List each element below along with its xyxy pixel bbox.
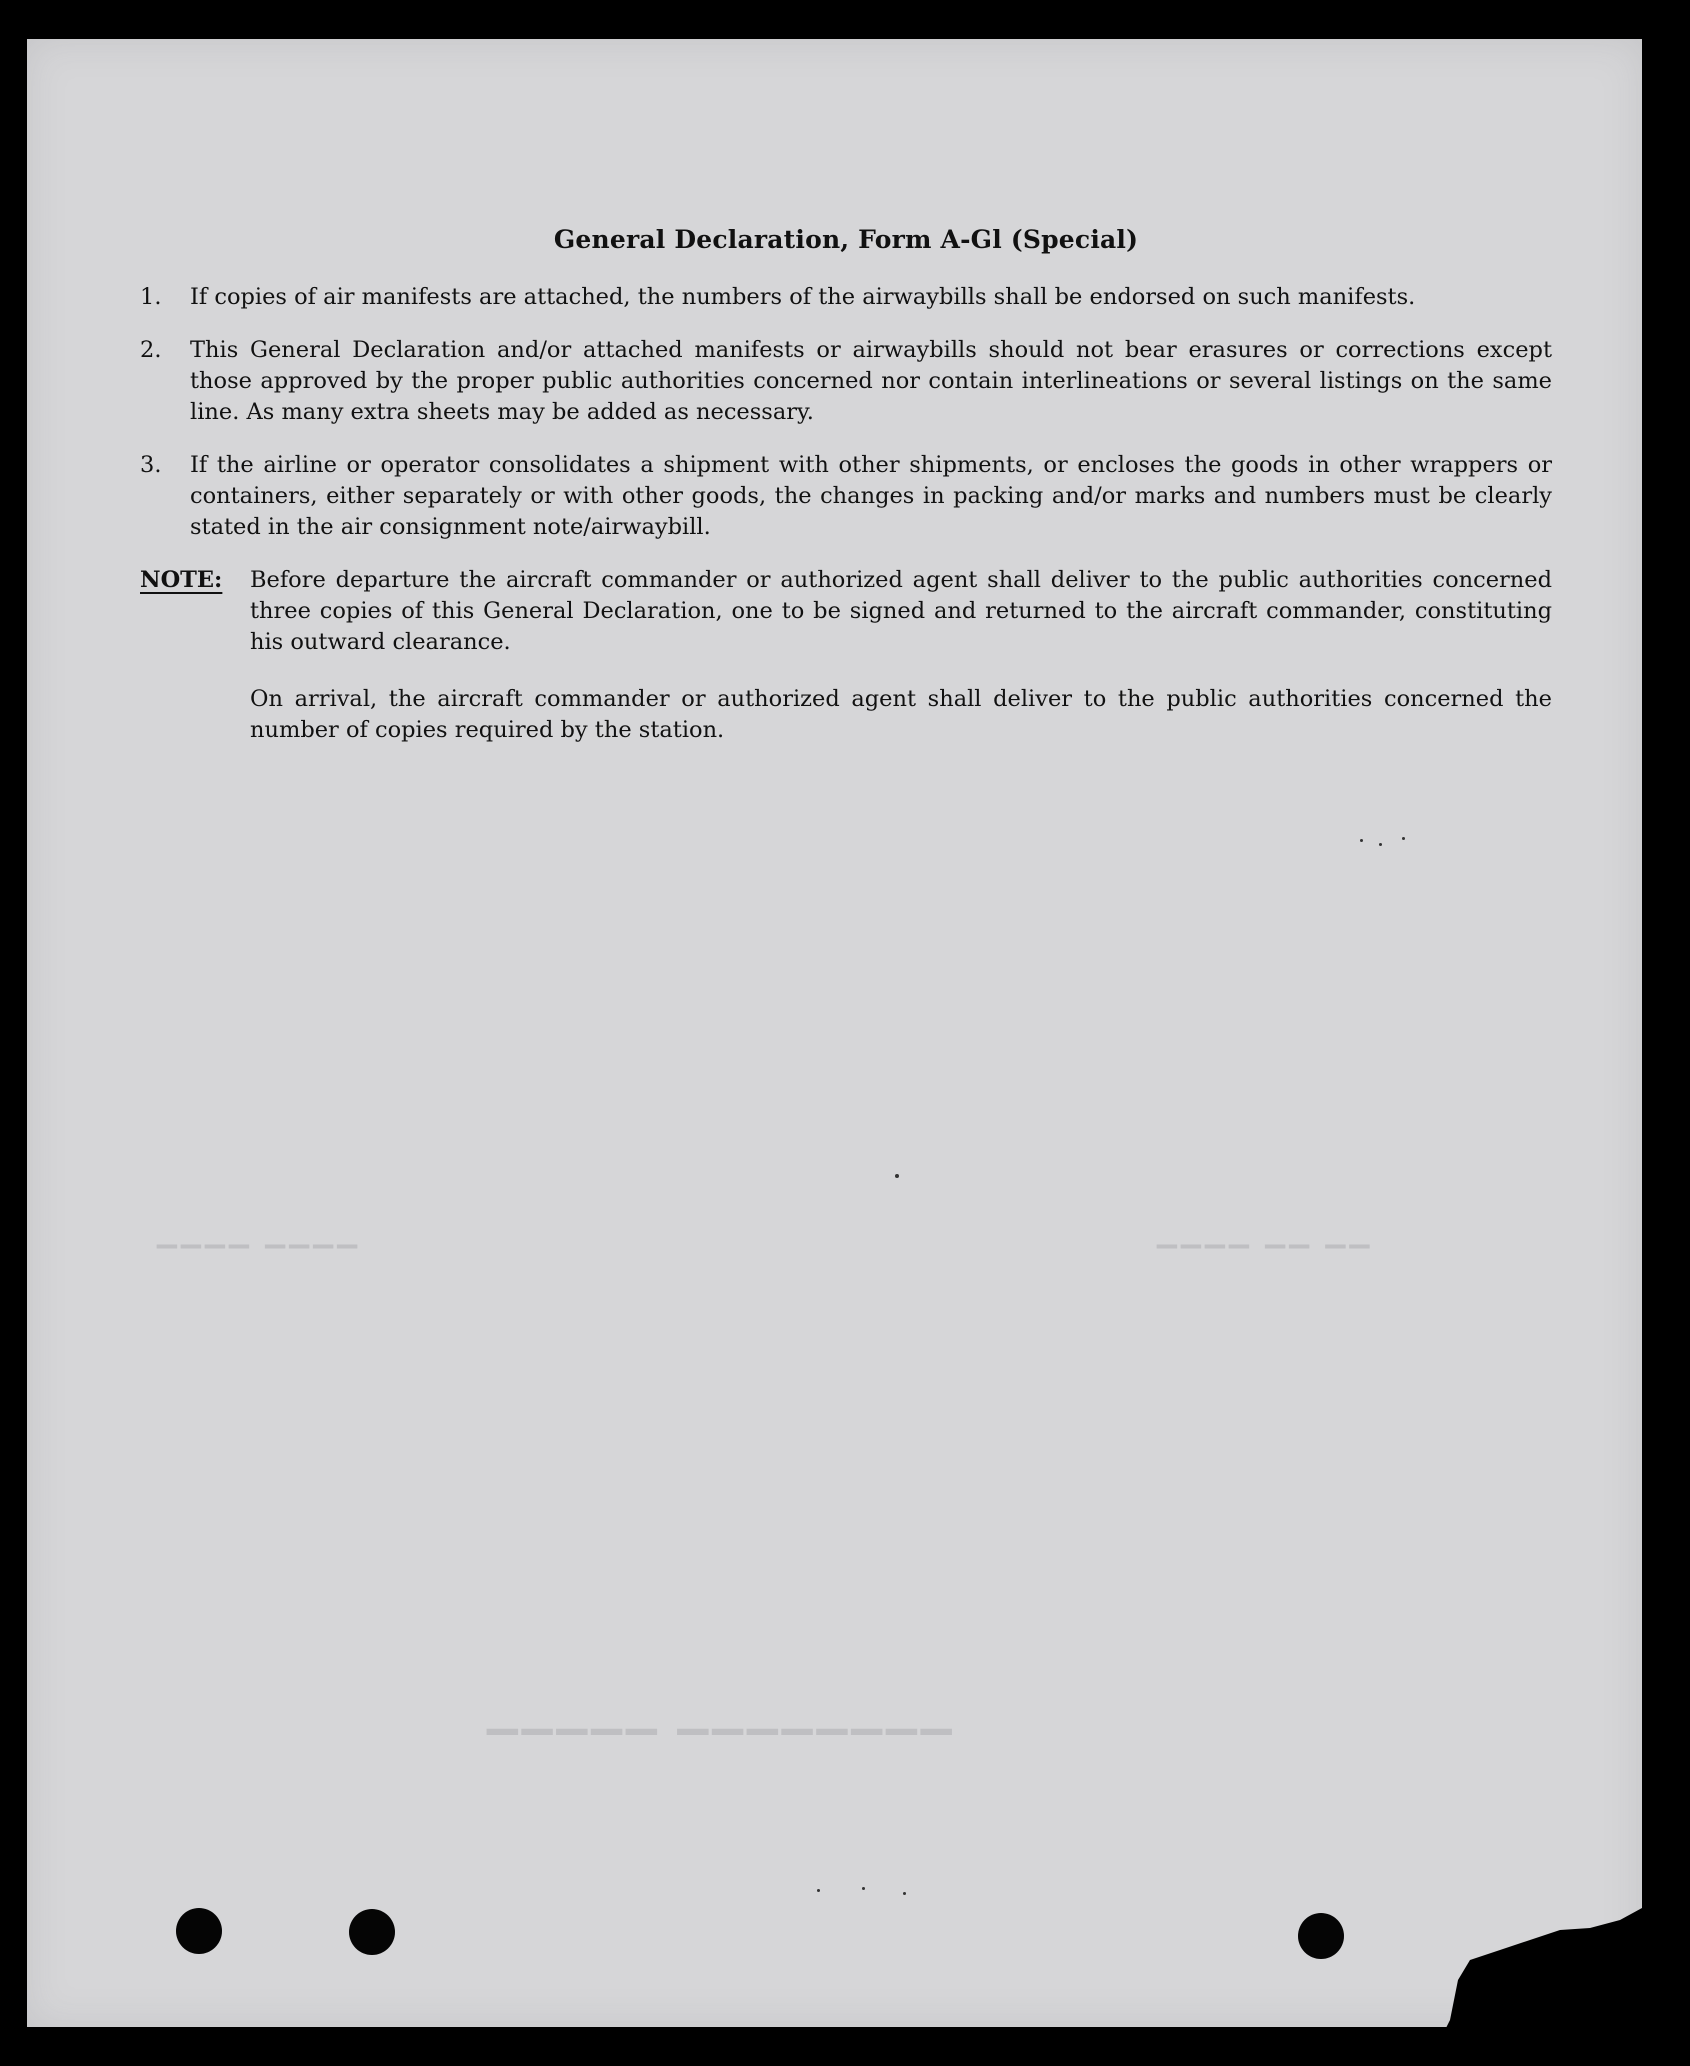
speck bbox=[862, 1887, 865, 1890]
speck bbox=[817, 1889, 820, 1892]
note-paragraph: Before departure the aircraft commander or authorized agent shall deliver to the public authorities concerned three copies of this General Declaration, one to be signed and returned to the aircraft commander, constituting his outward clearance. bbox=[250, 567, 1552, 655]
speck bbox=[895, 1174, 899, 1178]
item-number: 1. bbox=[140, 284, 162, 310]
document-body bbox=[140, 225, 1552, 772]
punch-hole bbox=[1298, 1913, 1344, 1959]
note-section bbox=[140, 565, 1552, 772]
list-item bbox=[140, 450, 1552, 543]
note-label: NOTE: bbox=[140, 567, 223, 593]
list-item bbox=[140, 282, 1552, 313]
speck bbox=[1402, 837, 1405, 840]
list-item bbox=[140, 335, 1552, 428]
item-number: 3. bbox=[140, 452, 162, 478]
item-text: If copies of air manifests are attached, the numbers of the airwaybills shall be endorsed on such manifests. bbox=[190, 284, 1416, 310]
show-through-text: ▁▁▁▁ ▁▁ ▁▁ bbox=[1157, 1219, 1374, 1249]
item-text: This General Declaration and/or attached manifests or airwaybills should not bear erasures or corrections except those approved by the proper public authorities concerned nor contain interlineations or several listings on the same line. As many extra sheets may be added as necessary. bbox=[190, 337, 1552, 425]
note-paragraph: On arrival, the aircraft commander or authorized agent shall deliver to the public authorities concerned the number of copies required by the station. bbox=[250, 686, 1552, 743]
speck bbox=[1379, 843, 1382, 846]
punch-hole bbox=[176, 1908, 222, 1954]
punch-hole bbox=[349, 1909, 395, 1955]
torn-corner bbox=[1300, 1820, 1690, 2066]
speck bbox=[903, 1892, 906, 1895]
document-title: General Declaration, Form A-Gl (Special) bbox=[553, 225, 1139, 254]
item-number: 2. bbox=[140, 337, 162, 363]
show-through-text: ▁▁▁▁▁ ▁▁▁▁▁▁▁▁ bbox=[487, 1689, 956, 1735]
show-through-text: ▁▁▁▁ ▁▁▁▁ bbox=[157, 1219, 362, 1249]
speck bbox=[1360, 839, 1363, 842]
note-body bbox=[250, 565, 1552, 772]
item-text: If the airline or operator consolidates a shipment with other shipments, or encloses the goods in other wrappers or containers, either separately or with other goods, the changes in packing and/or marks and numbers must be clearly stated in the air consignment note/airwaybill. bbox=[190, 452, 1552, 540]
